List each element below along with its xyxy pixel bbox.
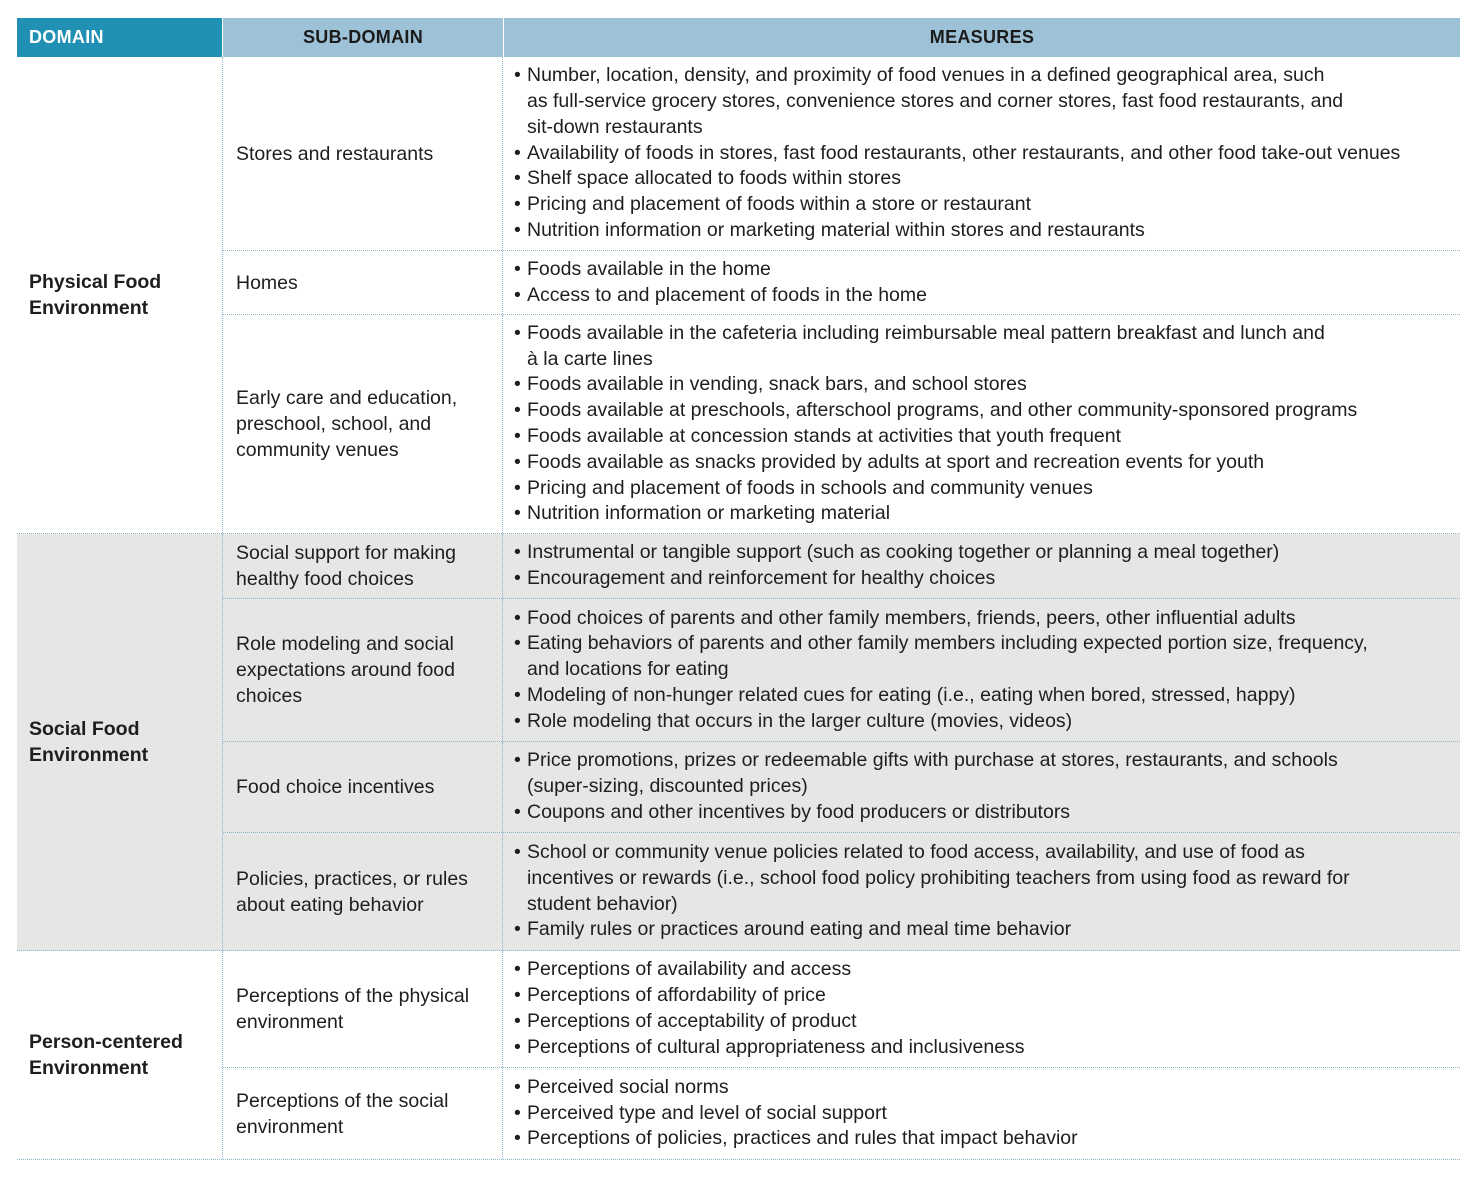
measure-text: Pricing and placement of foods within a store or restaurant — [527, 193, 1032, 216]
measure-text: Perceptions of policies, practices and rules that impact behavior — [527, 1127, 1078, 1150]
bullet-icon: • — [514, 541, 521, 564]
table-row — [223, 57, 1460, 251]
measure-text: Modeling of non-hunger related cues for eating (i.e., eating when bored, stressed, happy) — [527, 683, 1296, 706]
bullet-icon: • — [514, 193, 521, 216]
bullet-icon: • — [514, 840, 521, 863]
list-item — [514, 321, 1460, 373]
measure-text: Foods available in the cafeteria including reimbursable meal pattern breakfast and lunch and à la carte lines — [527, 321, 1325, 370]
header-domain: DOMAIN — [17, 18, 222, 57]
bullet-icon: • — [514, 218, 521, 241]
bullet-icon: • — [514, 632, 521, 655]
subdomain-label: Perceptions of the social environment — [236, 1089, 449, 1138]
list-item — [514, 450, 1460, 476]
measure-text: Nutrition information or marketing material within stores and restaurants — [527, 218, 1145, 241]
table-body — [17, 57, 1460, 1160]
table-row — [223, 742, 1460, 833]
table-row — [223, 951, 1460, 1068]
subdomain-cell — [223, 534, 503, 598]
domain-group — [17, 57, 1460, 534]
bullet-icon: • — [514, 709, 521, 732]
table-row — [223, 534, 1460, 599]
list-item — [514, 631, 1460, 683]
header-subdomain: SUB-DOMAIN — [223, 18, 503, 57]
subdomain-cell — [223, 315, 503, 533]
measure-text: Foods available at preschools, afterschool programs, and other community-sponsored programs — [527, 399, 1358, 422]
list-item — [514, 748, 1460, 800]
list-item — [514, 141, 1460, 167]
table-row — [223, 833, 1460, 950]
measures-cell — [503, 315, 1460, 533]
subdomain-cell — [223, 251, 503, 314]
domains-table — [17, 18, 1460, 1160]
subdomain-cell — [223, 742, 503, 832]
table-row — [223, 1068, 1460, 1159]
measure-text: Perceived type and level of social support — [527, 1101, 887, 1124]
list-item — [514, 606, 1460, 632]
list-item — [514, 800, 1460, 826]
bullet-icon: • — [514, 800, 521, 823]
list-item — [514, 166, 1460, 192]
measure-text: Foods available at concession stands at activities that youth frequent — [527, 425, 1122, 447]
list-item — [514, 957, 1460, 983]
bullet-icon: • — [514, 1127, 521, 1150]
measure-text: Nutrition information or marketing material — [527, 502, 891, 525]
table-row — [223, 251, 1460, 315]
bullet-icon: • — [514, 683, 521, 706]
subdomain-label: Early care and education, preschool, school, and community venues — [236, 387, 458, 461]
bullet-icon: • — [514, 321, 521, 344]
measure-text: Role modeling that occurs in the larger culture (movies, videos) — [527, 709, 1073, 732]
domain-cell — [17, 57, 223, 533]
measure-text: Pricing and placement of foods in schools and community venues — [527, 476, 1093, 499]
subdomain-label: Social support for making healthy food choices — [236, 542, 457, 590]
measure-text: Coupons and other incentives by food producers or distributors — [527, 800, 1071, 823]
list-item — [514, 63, 1460, 140]
list-item — [514, 566, 1460, 592]
measure-text: School or community venue policies related to food access, availability, and use of food as incentives or rewards (i.e., school food policy prohibiting teachers from using food as reward for student behavior) — [527, 840, 1350, 915]
list-item — [514, 709, 1460, 735]
bullet-icon: • — [514, 958, 521, 981]
list-item — [514, 1101, 1460, 1127]
measure-text: Foods available as snacks provided by adults at sport and recreation events for youth — [527, 450, 1265, 473]
subdomain-label: Food choice incentives — [236, 776, 435, 798]
measure-text: Perceptions of acceptability of product — [527, 1010, 857, 1032]
header-measures: MEASURES — [504, 18, 1460, 57]
domain-group — [17, 534, 1460, 951]
measure-text: Number, location, density, and proximity of food venues in a defined geographical area, such as full-service grocery stores, convenience stores and corner stores, fast food restaurants, and sit-down restaurants — [527, 64, 1344, 138]
measures-cell — [503, 1068, 1460, 1159]
bullet-icon: • — [514, 606, 521, 629]
measure-text: Perceptions of availability and access — [527, 958, 852, 981]
bullet-icon: • — [514, 257, 521, 280]
measure-text: Perceptions of cultural appropriateness and inclusiveness — [527, 1035, 1025, 1058]
bullet-icon: • — [514, 1075, 521, 1098]
subdomain-cell — [223, 57, 503, 250]
list-item — [514, 540, 1460, 566]
bullet-icon: • — [514, 1101, 521, 1124]
domain-label: Person-centered Environment — [29, 1031, 183, 1079]
measures-cell — [503, 534, 1460, 598]
list-item — [514, 683, 1460, 709]
measure-text: Encouragement and reinforcement for healthy choices — [527, 567, 996, 589]
subdomain-cell — [223, 1068, 503, 1159]
measure-text: Family rules or practices around eating and meal time behavior — [527, 918, 1072, 941]
measures-cell — [503, 599, 1460, 741]
list-item — [514, 192, 1460, 218]
list-item — [514, 917, 1460, 943]
list-item — [514, 424, 1460, 450]
measure-text: Perceived social norms — [527, 1075, 729, 1098]
bullet-icon: • — [514, 567, 521, 589]
bullet-icon: • — [514, 918, 521, 941]
subdomain-label: Homes — [236, 271, 298, 294]
bullet-icon: • — [514, 399, 521, 422]
measure-text: Price promotions, prizes or redeemable gifts with purchase at stores, restaurants, and schools (super-sizing, discounted prices) — [527, 749, 1338, 798]
bullet-icon: • — [514, 141, 521, 164]
list-item — [514, 1126, 1460, 1152]
list-item — [514, 1009, 1460, 1035]
list-item — [514, 840, 1460, 917]
measure-text: Perceptions of affordability of price — [527, 984, 826, 1007]
measure-text: Foods available in vending, snack bars, and school stores — [527, 373, 1027, 396]
list-item — [514, 476, 1460, 502]
table-header — [17, 18, 1460, 57]
domain-group — [17, 951, 1460, 1160]
subdomain-label: Policies, practices, or rules about eating behavior — [236, 867, 468, 916]
subdomain-label: Role modeling and social expectations around food choices — [236, 633, 455, 707]
measures-cell — [503, 951, 1460, 1067]
table-row — [223, 599, 1460, 742]
bullet-icon: • — [514, 1035, 521, 1058]
list-item — [514, 1075, 1460, 1101]
bullet-icon: • — [514, 450, 521, 473]
measure-text: Eating behaviors of parents and other family members including expected portion size, frequency, and locations for eating — [527, 632, 1368, 681]
list-item — [514, 1035, 1460, 1061]
bullet-icon: • — [514, 476, 521, 499]
subdomain-cell — [223, 833, 503, 950]
list-item — [514, 983, 1460, 1009]
measure-text: Availability of foods in stores, fast food restaurants, other restaurants, and other food take-out venues — [527, 141, 1401, 164]
bullet-icon: • — [514, 749, 521, 772]
bullet-icon: • — [514, 283, 521, 306]
bullet-icon: • — [514, 167, 521, 190]
bullet-icon: • — [514, 64, 521, 87]
list-item — [514, 257, 1460, 283]
measures-cell — [503, 742, 1460, 832]
list-item — [514, 372, 1460, 398]
measure-text: Shelf space allocated to foods within stores — [527, 167, 901, 190]
bullet-icon: • — [514, 502, 521, 525]
measures-cell — [503, 833, 1460, 950]
measure-text: Food choices of parents and other family members, friends, peers, other influential adults — [527, 606, 1296, 629]
domain-cell — [17, 534, 223, 950]
domain-cell — [17, 951, 223, 1159]
list-item — [514, 501, 1460, 527]
domain-label: Physical Food Environment — [29, 271, 162, 319]
bullet-icon: • — [514, 1010, 521, 1032]
list-item — [514, 398, 1460, 424]
domain-label: Social Food Environment — [29, 718, 149, 766]
bullet-icon: • — [514, 425, 521, 447]
measure-text: Access to and placement of foods in the home — [527, 283, 927, 306]
bullet-icon: • — [514, 373, 521, 396]
subdomain-label: Stores and restaurants — [236, 142, 434, 165]
list-item — [514, 218, 1460, 244]
subdomain-label: Perceptions of the physical environment — [236, 985, 470, 1033]
measure-text: Foods available in the home — [527, 257, 771, 280]
list-item — [514, 283, 1460, 309]
bullet-icon: • — [514, 984, 521, 1007]
measure-text: Instrumental or tangible support (such as cooking together or planning a meal together) — [527, 541, 1280, 564]
measures-cell — [503, 57, 1460, 250]
table-row — [223, 315, 1460, 533]
subdomain-cell — [223, 951, 503, 1067]
measures-cell — [503, 251, 1460, 314]
subdomain-cell — [223, 599, 503, 741]
